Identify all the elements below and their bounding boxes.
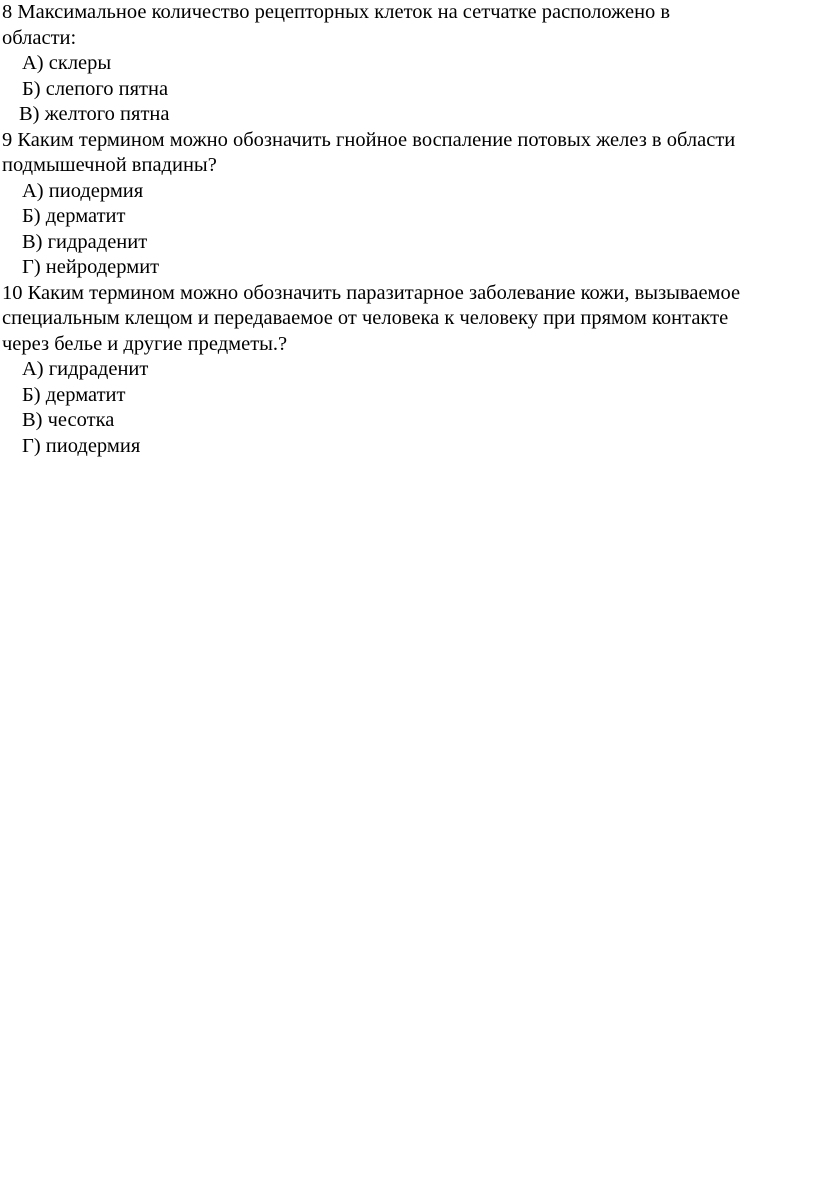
answer-option: А) гидраденит <box>22 358 149 380</box>
question-text: 10 Каким термином можно обозначить паразитарное заболевание кожи, вызываемое <box>2 281 741 304</box>
question-text: специальным клещом и передаваемое от человека к человеку при прямом контакте <box>2 307 729 329</box>
question-text: 8 Максимальное количество рецепторных клеток на сетчатке расположено в <box>2 1 671 23</box>
answer-option: В) желтого пятна <box>19 103 170 125</box>
answer-option: Б) слепого пятна <box>22 77 169 100</box>
answer-options <box>2 179 814 281</box>
answer-option: В) гидраденит <box>22 230 148 253</box>
question-text: подмышечной впадины? <box>2 154 217 176</box>
document-page <box>2 0 814 459</box>
answer-option: Г) пиодермия <box>22 434 141 457</box>
question-text: 9 Каким термином можно обозначить гнойное воспаление потовых желез в области <box>2 128 736 151</box>
answer-option: Г) нейродермит <box>22 256 160 278</box>
answer-option: Б) дерматит <box>22 205 126 227</box>
question-text: области: <box>2 26 77 49</box>
answer-option: А) пиодермия <box>22 179 144 202</box>
question-text: через белье и другие предметы.? <box>2 332 288 355</box>
question-10 <box>2 281 814 460</box>
answer-option: Б) дерматит <box>22 383 126 406</box>
answer-options <box>2 357 814 459</box>
answer-option: А) склеры <box>22 52 112 74</box>
answer-option: В) чесотка <box>22 409 115 431</box>
answer-options <box>2 51 814 128</box>
question-9 <box>2 128 814 281</box>
question-8 <box>2 0 814 128</box>
